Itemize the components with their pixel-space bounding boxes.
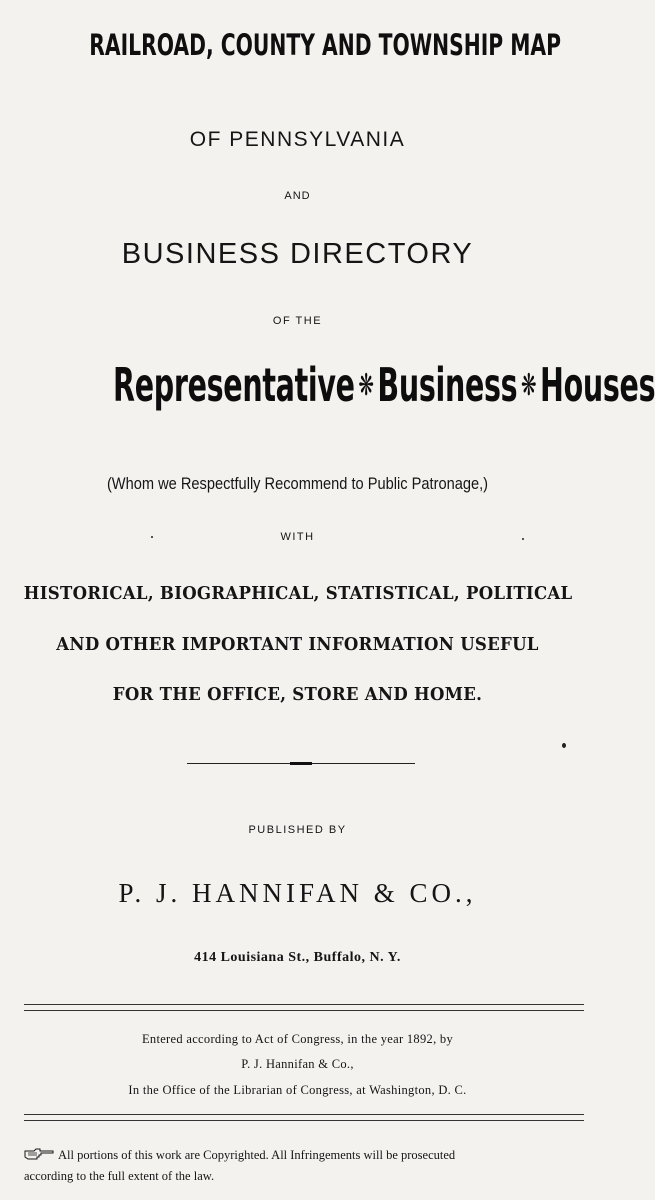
paper-speck [522, 538, 524, 540]
paper-speck [151, 536, 153, 538]
footer-notice-continued: according to the full extent of the law. [24, 1169, 215, 1183]
main-heading: RAILROAD, COUNTY AND TOWNSHIP MAP [89, 28, 562, 62]
copyright-office: In the Office of the Librarian of Congress, at Washington, D. C. [128, 1083, 467, 1097]
divider-center-mark [290, 762, 312, 765]
ornament-icon: ❋ [358, 368, 374, 403]
pointing-hand-icon [24, 1148, 54, 1160]
publisher-address: 414 Louisiana St., Buffalo, N. Y. [194, 950, 401, 965]
representative-business-houses-title [113, 358, 655, 412]
conjunction-and: AND [284, 190, 311, 202]
ornament-icon: ❋ [521, 368, 537, 403]
title-word-representative: Representative [113, 358, 355, 412]
of-the-label: OF THE [272, 315, 323, 327]
tagline: (Whom we Respectfully Recommend to Public Patronage,) [106, 474, 489, 493]
info-line: AND OTHER IMPORTANT INFORMATION USEFUL [56, 634, 539, 655]
footer-notice-text: All portions of this work are Copyrighted. All Infringements will be prosecuted [58, 1148, 456, 1162]
copyright-line: Entered according to Act of Congress, in the year 1892, by [141, 1032, 454, 1046]
double-rule-bottom [24, 1114, 584, 1121]
publisher-name: P. J. HANNIFAN & CO., [118, 878, 477, 908]
info-line: HISTORICAL, BIOGRAPHICAL, STATISTICAL, POLITICAL [23, 583, 573, 604]
info-line: FOR THE OFFICE, STORE AND HOME. [112, 684, 483, 705]
subtitle-state: OF PENNSYLVANIA [189, 128, 406, 151]
divider-rule [187, 762, 415, 766]
published-by-label: PUBLISHED BY [248, 824, 347, 836]
title-word-houses: Houses [540, 358, 655, 412]
footer-notice [24, 1148, 589, 1163]
business-directory-heading: BUSINESS DIRECTORY [121, 238, 474, 270]
double-rule-top [24, 1004, 584, 1011]
copyright-holder: P. J. Hannifan & Co., [241, 1057, 354, 1071]
title-word-business: Business [377, 358, 518, 412]
paper-speck [562, 743, 566, 748]
with-label: WITH [280, 531, 315, 543]
